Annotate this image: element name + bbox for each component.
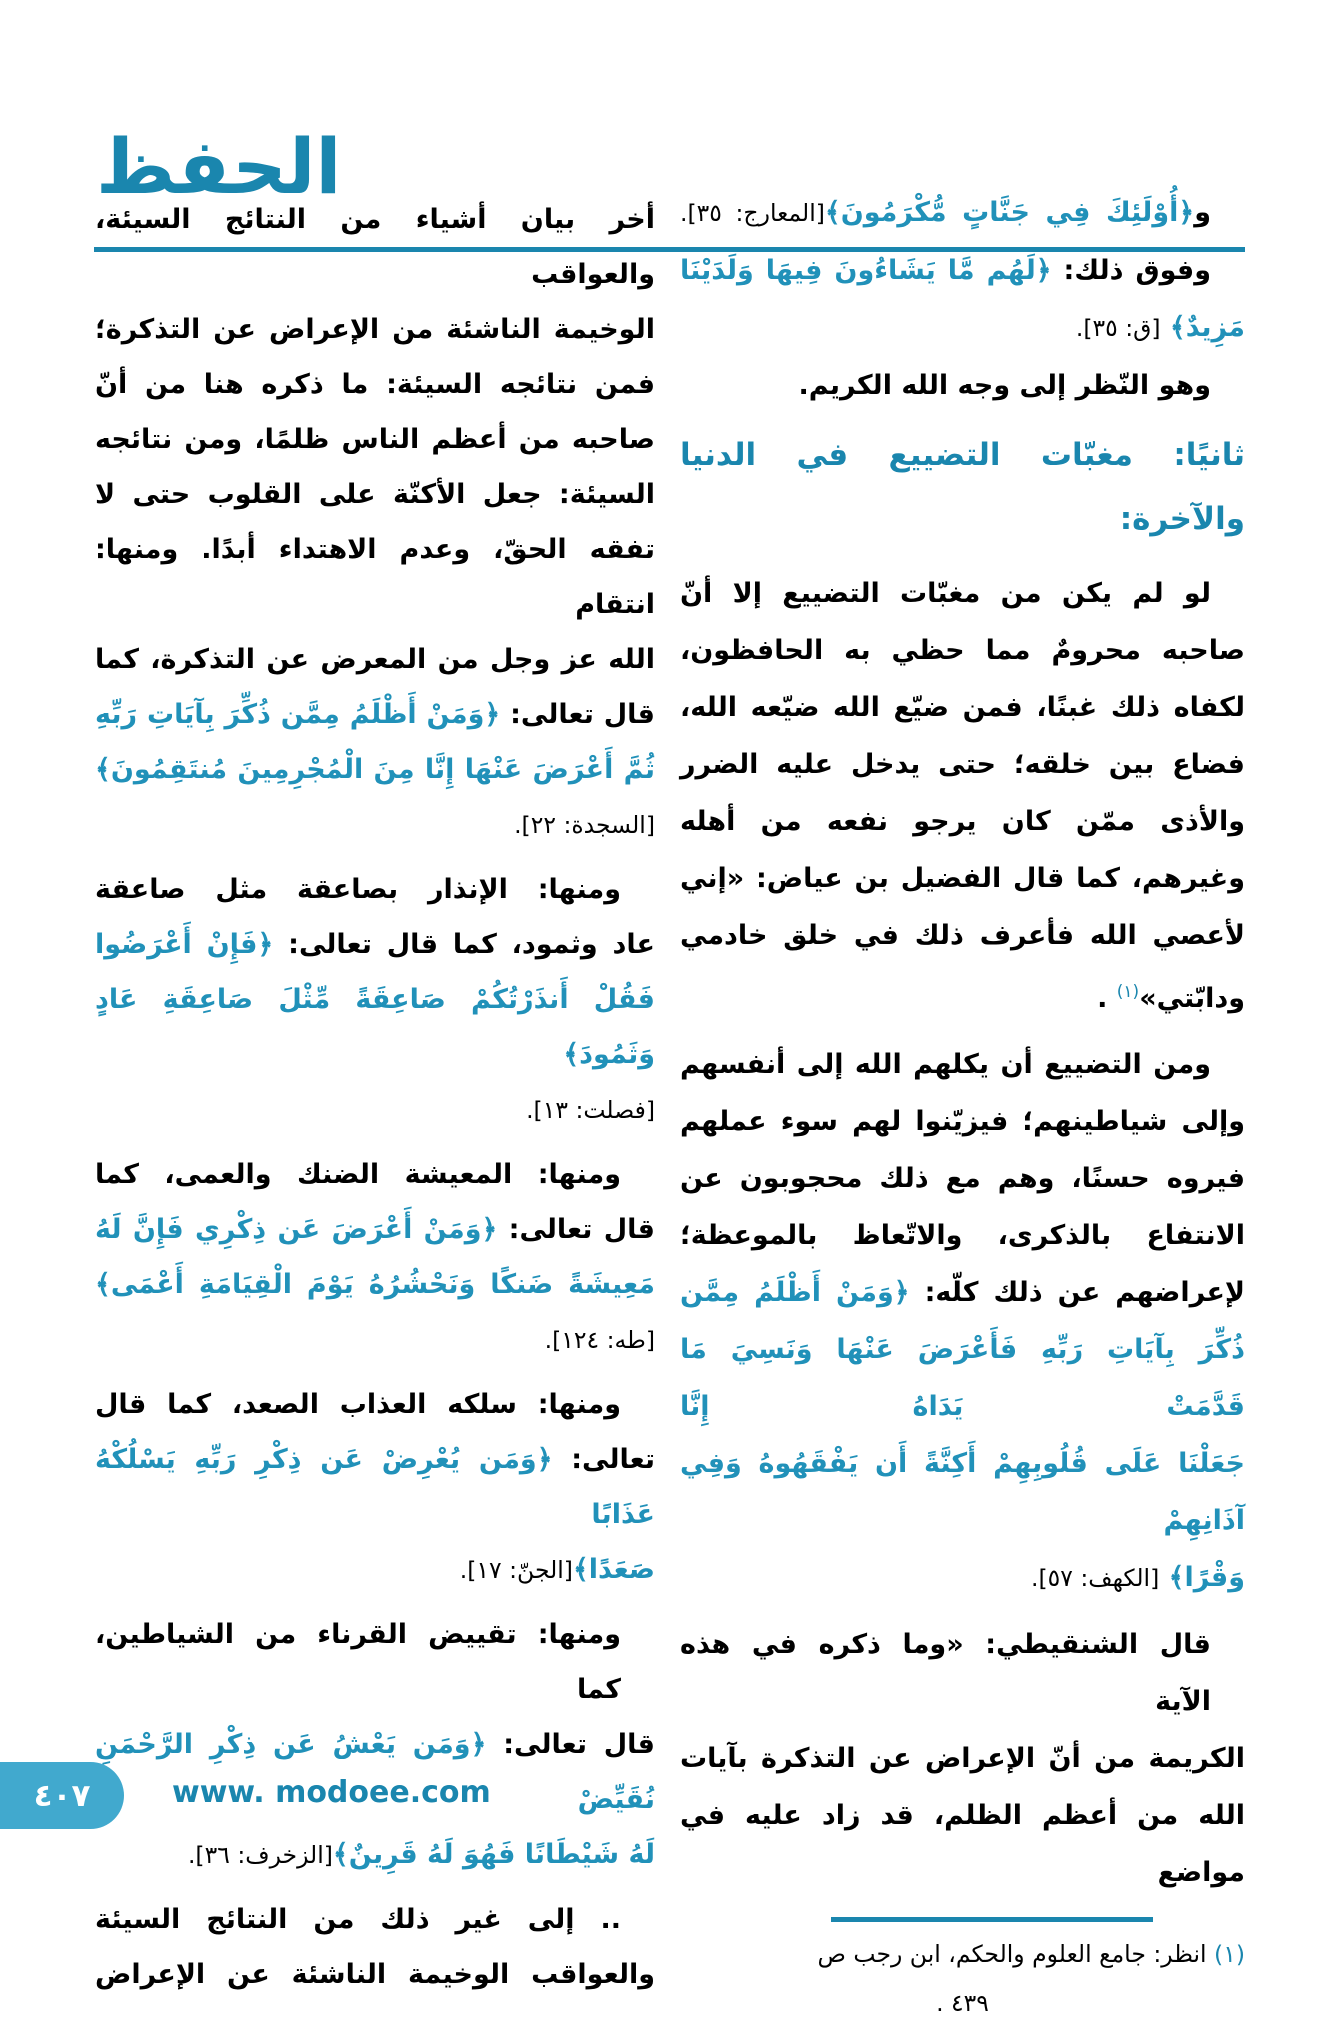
verse-reference: [فصلت: ١٣].	[526, 1096, 655, 1124]
text-line	[95, 1717, 655, 1827]
body-text: ومنها: سلكه العذاب الصعد، كما قال	[95, 1389, 621, 1420]
text-line	[95, 1542, 655, 1598]
verse-reference: [السجدة: ٢٢].	[514, 811, 655, 839]
text-line	[680, 1787, 1245, 1901]
text-line	[95, 1312, 655, 1368]
text-line	[680, 964, 1245, 1027]
paragraph	[95, 1892, 655, 2002]
footnote	[680, 1930, 1245, 2028]
text-line	[680, 850, 1245, 907]
text-line	[95, 1827, 655, 1883]
paragraph	[680, 565, 1245, 1027]
quran-verse: جَعَلْنَا عَلَى قُلُوبِهِمْ أَكِنَّةً أَن يَفْقَهُوهُ وَفِي آذَانِهِمْ	[680, 1448, 1245, 1536]
body-text: قال تعالى:	[486, 1729, 655, 1760]
body-text: ومنها: المعيشة الضنك والعمى، كما	[95, 1159, 621, 1190]
text-line	[680, 1264, 1245, 1321]
quran-verse: ثُمَّ أَعْرَضَ عَنْهَا إِنَّا مِنَ الْمُجْرِمِينَ مُنتَقِمُونَ﴾	[95, 754, 655, 785]
page-number-badge	[0, 1762, 124, 1829]
verse-reference: [ق: ٣٥].	[1075, 314, 1161, 342]
quran-verse: فَقُلْ أَنذَرْتُكُمْ صَاعِقَةً مِّثْلَ صَاعِقَةِ عَادٍ وَثَمُودَ﴾	[95, 984, 655, 1070]
body-text: لإعراضهم عن ذلك كلّه:	[909, 1277, 1245, 1308]
verse-reference: [الجنّ: ١٧].	[459, 1556, 573, 1584]
body-text: أخر بيان أشياء من النتائج السيئة، والعواقب	[95, 204, 655, 290]
section-heading	[680, 423, 1245, 551]
body-text: لأعصي الله فأعرف ذلك في خلق خادمي	[680, 920, 1245, 951]
body-text: و	[1194, 197, 1211, 228]
text-line	[95, 1202, 655, 1257]
text-line	[680, 1979, 1245, 2028]
text-line	[680, 184, 1245, 242]
paragraph	[95, 192, 655, 853]
verse-reference: [الزخرف: ٣٦].	[187, 1841, 333, 1869]
text-line	[95, 357, 655, 412]
body-text: عاد وثمود، كما قال تعالى:	[273, 929, 655, 960]
quran-verse: وَقْرًا﴾	[1159, 1562, 1245, 1593]
text-line	[95, 972, 655, 1082]
text-line	[95, 797, 655, 853]
paragraph	[95, 1377, 655, 1598]
text-line	[95, 1147, 655, 1202]
text-line	[95, 1257, 655, 1312]
body-text: ومنها: تقييض القرناء من الشياطين، كما	[95, 1619, 621, 1705]
text-line	[95, 522, 655, 632]
body-text: .	[1097, 983, 1117, 1014]
quran-verse: مَعِيشَةً ضَنكًا وَنَحْشُرُهُ يَوْمَ الْقِيَامَةِ أَعْمَى﴾	[95, 1269, 655, 1300]
text-line	[680, 299, 1245, 357]
text-line	[680, 622, 1245, 679]
text-line	[680, 907, 1245, 964]
paragraph	[95, 1607, 655, 1883]
body-text: وغيرهم، كما قال الفضيل بن عياض: «إني	[680, 863, 1245, 894]
quran-verse: ﴿وَمَنْ أَظْلَمُ مِمَّن	[680, 1277, 910, 1308]
text-line	[680, 242, 1245, 299]
body-text: وهو النّظر إلى وجه الله الكريم.	[798, 370, 1211, 401]
body-text: الكريمة من أنّ الإعراض عن التذكرة بآيات	[680, 1743, 1245, 1774]
text-line	[680, 1093, 1245, 1150]
footnote-text: ٤٣٩ .	[936, 1989, 989, 2017]
text-line	[95, 687, 655, 742]
body-text: ودابّتي»	[1139, 983, 1245, 1014]
body-text: الانتفاع بالذكرى، والاتّعاظ بالموعظة؛	[680, 1220, 1245, 1251]
text-line	[680, 1036, 1245, 1093]
text-line	[680, 1549, 1245, 1607]
paragraph	[680, 1036, 1245, 1607]
quran-verse: ذُكِّرَ بِآيَاتِ رَبِّهِ فَأَعْرَضَ عَنْهَا وَنَسِيَ مَا قَدَّمَتْ يَدَاهُ إِنَّا	[680, 1334, 1245, 1422]
text-line	[680, 793, 1245, 850]
heading-text: ثانيًا: مغبّات التضييع في الدنيا	[680, 437, 1245, 473]
quran-verse: لَهُ شَيْطَانًا فَهُوَ لَهُ قَرِينٌ﴾	[332, 1839, 655, 1870]
body-text: ومن التضييع أن يكلهم الله إلى أنفسهم	[680, 1049, 1211, 1080]
text-line	[680, 1150, 1245, 1207]
website-text: www. modoee.com	[172, 1775, 491, 1810]
left-text-column	[95, 192, 655, 2011]
page-number: ٤٠٧	[33, 1777, 91, 1814]
paragraph	[95, 862, 655, 1138]
body-text: السيئة: جعل الأكنّة على القلوب حتى لا	[95, 479, 655, 510]
footnote-marker: (١)	[1206, 1940, 1245, 1968]
verse-reference: [طه: ١٢٤].	[544, 1326, 655, 1354]
text-line	[680, 423, 1245, 487]
quran-verse: صَعَدًا﴾	[572, 1554, 655, 1585]
body-text: تفقه الحقّ، وعدم الاهتداء أبدًا. ومنها: انتقام	[95, 534, 655, 620]
text-line	[95, 467, 655, 522]
footnote-separator-line	[831, 1917, 1153, 1922]
body-text: .. إلى غير ذلك من النتائج السيئة	[95, 1904, 621, 1935]
quran-verse: ﴿وَمَنْ أَظْلَمُ مِمَّن ذُكِّرَ بِآيَاتِ رَبِّهِ	[95, 699, 501, 730]
text-line	[95, 1892, 655, 1947]
text-line	[95, 1432, 655, 1542]
text-line	[95, 1377, 655, 1432]
text-line	[680, 1207, 1245, 1264]
text-line	[680, 1930, 1245, 1979]
heading-text: والآخرة:	[1119, 501, 1245, 537]
text-line	[680, 1435, 1245, 1549]
verse-reference: [المعارج: ٣٥].	[680, 199, 825, 227]
body-text: صاحبه محرومٌ مما حظي به الحافظون،	[680, 635, 1245, 666]
text-line	[680, 736, 1245, 793]
text-line	[680, 487, 1245, 551]
body-text: قال تعالى:	[500, 699, 655, 730]
paragraph	[95, 1147, 655, 1368]
text-line	[95, 412, 655, 467]
text-line	[95, 917, 655, 972]
body-text: الله من أعظم الظلم، قد زاد عليه في مواضع	[680, 1800, 1245, 1888]
text-line	[95, 192, 655, 302]
text-line	[95, 742, 655, 797]
text-line	[95, 862, 655, 917]
quran-verse: ﴿وَمَن يَعْشُ عَن ذِكْرِ الرَّحْمَنِ نُقَيِّضْ	[95, 1729, 655, 1815]
body-text: قال الشنقيطي: «وما ذكره في هذه الآية	[680, 1629, 1211, 1717]
text-line	[95, 632, 655, 687]
right-text-column	[680, 184, 1245, 2037]
body-text: فيروه حسنًا، وهم مع ذلك محجوبون عن	[680, 1163, 1245, 1194]
chapter-title-calligraphy: الحفظ	[96, 122, 342, 211]
text-line	[680, 1730, 1245, 1787]
text-line	[680, 1321, 1245, 1435]
text-line	[95, 1082, 655, 1138]
paragraph	[680, 1616, 1245, 1901]
footnote-text: انظر: جامع العلوم والحكم، ابن رجب ص	[817, 1940, 1207, 1968]
quran-verse: مَزِيدٌ﴾	[1160, 312, 1245, 343]
body-text: ومنها: الإنذار بصاعقة مثل صاعقة	[95, 874, 621, 905]
text-line	[95, 1947, 655, 2002]
footnote-ref: (١)	[1116, 982, 1140, 1002]
body-text: لكفاه ذلك غبنًا، فمن ضيّع الله ضيّعه الله،	[680, 692, 1245, 723]
body-text: لو لم يكن من مغبّات التضييع إلا أنّ	[680, 578, 1211, 609]
text-line	[95, 1607, 655, 1717]
body-text: وفوق ذلك:	[1051, 255, 1211, 286]
text-line	[680, 679, 1245, 736]
quran-verse: ﴿وَمَن يُعْرِضْ عَن ذِكْرِ رَبِّهِ يَسْلُكْهُ عَذَابًا	[95, 1444, 655, 1530]
quran-verse: ﴿أُوْلَئِكَ فِي جَنَّاتٍ مُّكْرَمُونَ﴾	[824, 197, 1195, 228]
text-line	[95, 302, 655, 357]
body-text: فمن نتائجه السيئة: ما ذكره هنا من أنّ	[95, 369, 655, 400]
text-line	[680, 1616, 1245, 1730]
quran-verse: ﴿فَإِنْ أَعْرَضُوا	[95, 929, 274, 960]
text-line	[680, 565, 1245, 622]
paragraph	[680, 184, 1245, 414]
body-text: فضاع بين خلقه؛ حتى يدخل عليه الضرر	[680, 749, 1245, 780]
quran-verse: ﴿وَمَنْ أَعْرَضَ عَن ذِكْرِي فَإِنَّ لَهُ	[95, 1214, 498, 1245]
body-text: تعالى:	[552, 1444, 655, 1475]
verse-reference: [الكهف: ٥٧].	[1030, 1564, 1160, 1592]
body-text: الله عز وجل من المعرض عن التذكرة، كما	[95, 644, 655, 675]
body-text: صاحبه من أعظم الناس ظلمًا، ومن نتائجه	[95, 424, 655, 455]
quran-verse: ﴿لَهُم مَّا يَشَاءُونَ فِيهَا وَلَدَيْنَا	[680, 255, 1052, 286]
body-text: والأذى ممّن كان يرجو نفعه من أهله	[680, 806, 1245, 837]
body-text: الوخيمة الناشئة من الإعراض عن التذكرة؛	[95, 314, 655, 345]
body-text: قال تعالى:	[497, 1214, 655, 1245]
body-text: وإلى شياطينهم؛ فيزيّنوا لهم سوء عملهم	[680, 1106, 1245, 1137]
body-text: والعواقب الوخيمة الناشئة عن الإعراض	[95, 1959, 655, 1990]
text-line	[680, 357, 1245, 414]
